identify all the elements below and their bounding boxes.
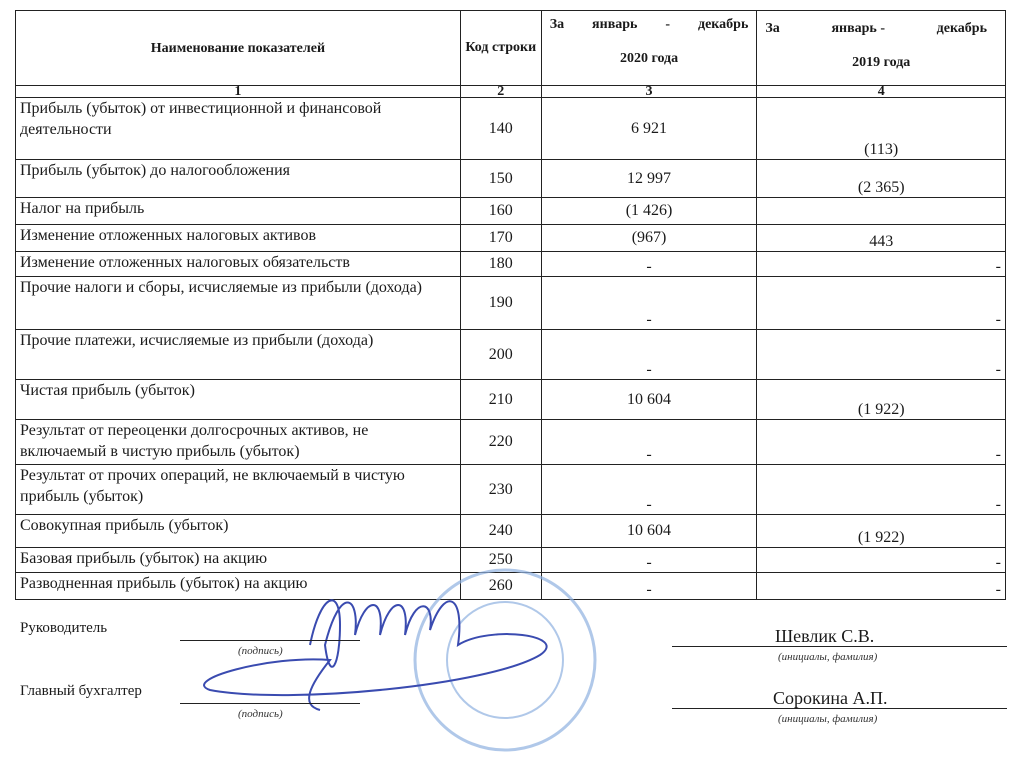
head-name: Шевлик С.В. [775,626,875,646]
value-2019 [757,198,1006,225]
colnum-3: 3 [541,86,757,98]
row-name: Результат от прочих операций, не включаемый в чистую прибыль (убыток) [16,465,461,515]
header-code: Код строки [460,11,541,86]
value-2019: - [757,330,1006,380]
row-name: Прибыль (убыток) от инвестиционной и финансовой деятельности [16,98,461,160]
value-2019: 443 [757,225,1006,252]
row-code: 140 [460,98,541,160]
value-2020: (1 426) [541,198,757,225]
accountant-name: Сорокина А.П. [773,688,888,708]
head-name-caption: (инициалы, фамилия) [778,651,878,663]
colnum-2: 2 [460,86,541,98]
accountant-name-line [672,708,1007,709]
accountant-label: Главный бухгалтер [20,683,142,699]
value-2020: - [541,465,757,515]
row-code: 160 [460,198,541,225]
row-name: Базовая прибыль (убыток) на акцию [16,548,461,573]
row-name: Прибыль (убыток) до налогообложения [16,160,461,198]
header-2020 [541,11,757,86]
h4-w3: декабрь [936,21,987,36]
value-2020: - [541,420,757,465]
row-name: Прочие платежи, исчисляемые из прибыли (дохода) [16,330,461,380]
row-code: 170 [460,225,541,252]
row-name: Разводненная прибыль (убыток) на акцию [16,573,461,600]
row-code: 230 [460,465,541,515]
row-name: Налог на прибыль [16,198,461,225]
row-name: Прочие налоги и сборы, исчисляемые из прибыли (дохода) [16,277,461,330]
value-2019: - [757,465,1006,515]
value-2020: 10 604 [541,515,757,548]
table-row [16,380,1006,420]
head-sign-caption: (подпись) [238,645,283,657]
h3-w2: январь [592,17,638,32]
h4-w2: январь - [831,21,885,36]
h3-w4: декабрь [698,17,749,32]
row-name: Совокупная прибыль (убыток) [16,515,461,548]
h3-year: 2020 года [619,51,679,66]
value-2020: (967) [541,225,757,252]
colnum-1: 1 [16,86,461,98]
colnum-4: 4 [757,86,1006,98]
value-2019: (2 365) [757,160,1006,198]
value-2019: (113) [757,98,1006,160]
accountant-name-caption: (инициалы, фамилия) [778,713,878,725]
row-name: Изменение отложенных налоговых обязательств [16,252,461,277]
value-2019: (1 922) [757,380,1006,420]
row-name: Чистая прибыль (убыток) [16,380,461,420]
value-2019: - [757,573,1006,600]
row-code: 180 [460,252,541,277]
row-code: 240 [460,515,541,548]
value-2019: (1 922) [757,515,1006,548]
accountant-sign-line [180,703,360,704]
table-row [16,252,1006,277]
head-label: Руководитель [20,620,108,636]
value-2019: - [757,548,1006,573]
accountant-sign-caption: (подпись) [238,708,283,720]
table-row [16,225,1006,252]
value-2019: - [757,420,1006,465]
header-2019 [757,11,1006,86]
row-code: 220 [460,420,541,465]
table-row [16,465,1006,515]
table-row [16,515,1006,548]
value-2020: - [541,252,757,277]
row-code: 150 [460,160,541,198]
row-code: 260 [460,573,541,600]
value-2019: - [757,252,1006,277]
table-row [16,198,1006,225]
value-2020: 6 921 [541,98,757,160]
row-name: Результат от переоценки долгосрочных активов, не включаемый в чистую прибыль (убыток) [16,420,461,465]
value-2020: - [541,548,757,573]
value-2020: - [541,330,757,380]
h4-year: 2019 года [852,55,911,70]
head-sign-line [180,640,360,641]
h3-w1: За [549,17,565,32]
table-row [16,420,1006,465]
head-name-line [672,646,1007,647]
row-name: Изменение отложенных налоговых активов [16,225,461,252]
value-2020: 12 997 [541,160,757,198]
value-2020: - [541,573,757,600]
table-row [16,98,1006,160]
table-row [16,277,1006,330]
row-code: 210 [460,380,541,420]
table-row [16,160,1006,198]
value-2020: - [541,277,757,330]
value-2020: 10 604 [541,380,757,420]
table-row [16,330,1006,380]
row-code: 190 [460,277,541,330]
h4-w1: За [765,21,780,36]
row-code: 200 [460,330,541,380]
financial-results-table [15,10,1006,600]
h3-w3: - [665,17,671,32]
row-code: 250 [460,548,541,573]
header-name: Наименование показателей [16,11,461,86]
value-2019: - [757,277,1006,330]
